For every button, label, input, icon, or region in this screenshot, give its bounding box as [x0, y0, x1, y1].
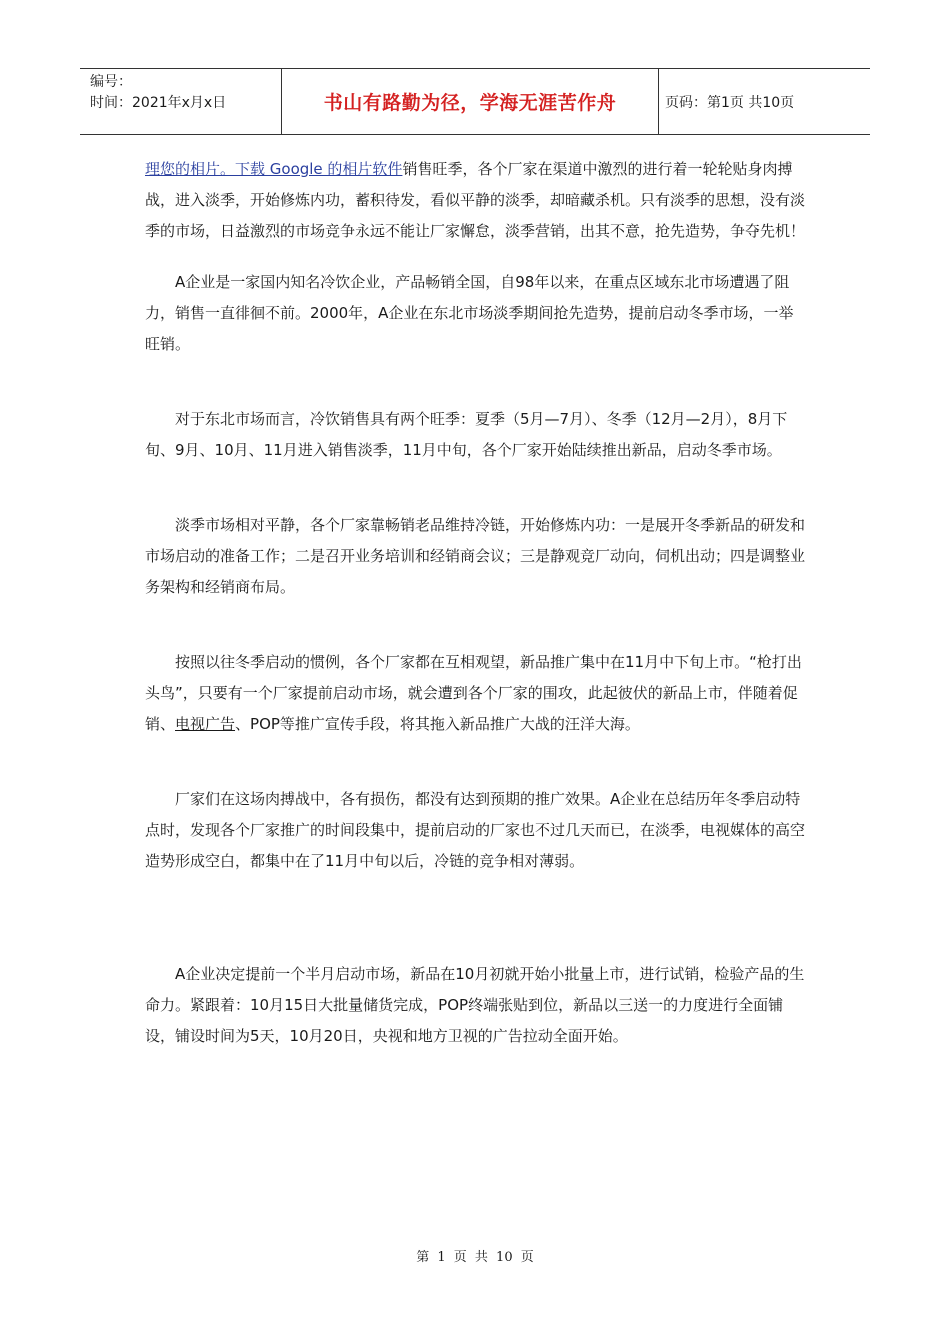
header-meta: [80, 69, 282, 134]
paragraph-1: [145, 154, 805, 247]
paragraph-5-text-b: 、POP等推广宣传手段，将其拖入新品推广大战的汪洋大海。: [235, 715, 640, 733]
paragraph-3: 对于东北市场而言，冷饮销售具有两个旺季：夏季（5月—7月）、冬季（12月—2月），8月下旬、9月、10月、11月进入销售淡季，11月中旬，各个厂家开始陆续推出新品，启动冬季市场。: [145, 410, 788, 459]
page-footer: 第 1 页 共 10 页: [416, 1250, 534, 1265]
paragraph-5: [145, 647, 805, 740]
page-header: [80, 68, 870, 135]
date-label: 时间：2021年x月x日: [90, 95, 227, 111]
header-page-label: 页码：第1页 共10页: [665, 94, 795, 111]
document-body: [145, 154, 805, 1052]
google-photos-link[interactable]: 理您的相片。下载 Google 的相片软件: [145, 160, 403, 178]
header-motto-cell: [282, 69, 659, 134]
paragraph-1-text: 销售旺季，各个厂家在渠道中激烈的进行着一轮轮贴身肉搏战，进入淡季，开始修炼内功，蓄积待发，看似平静的淡季，却暗藏杀机。只有淡季的思想，没有淡季的市场，日益激烈的市场竞争永远不能让厂家懈怠，淡季营销，出其不意，抢先造势，争夺先机！: [145, 160, 806, 240]
paragraph-2: A企业是一家国内知名冷饮企业，产品畅销全国，自98年以来，在重点区域东北市场遭遇了阻力，销售一直徘徊不前。2000年，A企业在东北市场淡季期间抢先造势，提前启动冬季市场，一举旺销。: [145, 273, 794, 353]
doc-number-label: 编号：: [90, 74, 132, 90]
tv-ad-link[interactable]: 电视广告: [175, 715, 236, 733]
paragraph-5-text-a: 按照以往冬季启动的惯例，各个厂家都在互相观望，新品推广集中在11月中下旬上市。“枪打出头鸟”，只要有一个厂家提前启动市场，就会遭到各个厂家的围攻，此起彼伏的新品上市，伴随着促销、: [145, 653, 802, 733]
paragraph-6: 厂家们在这场肉搏战中，各有损伤，都没有达到预期的推广效果。A企业在总结历年冬季启动特点时，发现各个厂家推广的时间段集中，提前启动的厂家也不过几天而已，在淡季，电视媒体的高空造势形成空白，都集中在了11月中旬以后，冷链的竞争相对薄弱。: [145, 790, 806, 870]
paragraph-7: A企业决定提前一个半月启动市场，新品在10月初就开始小批量上市，进行试销，检验产品的生命力。紧跟着：10月15日大批量储货完成，POP终端张贴到位，新品以三送一的力度进行全面铺设，铺设时间为5天，10月20日，央视和地方卫视的广告拉动全面开始。: [145, 965, 805, 1045]
paragraph-4: 淡季市场相对平静，各个厂家靠畅销老品维持冷链，开始修炼内功：一是展开冬季新品的研发和市场启动的准备工作；二是召开业务培训和经销商会议；三是静观竞厂动向，伺机出动；四是调整业务架构和经销商布局。: [145, 516, 806, 596]
header-motto: 书山有路勤为径，学海无涯苦作舟: [323, 92, 617, 114]
